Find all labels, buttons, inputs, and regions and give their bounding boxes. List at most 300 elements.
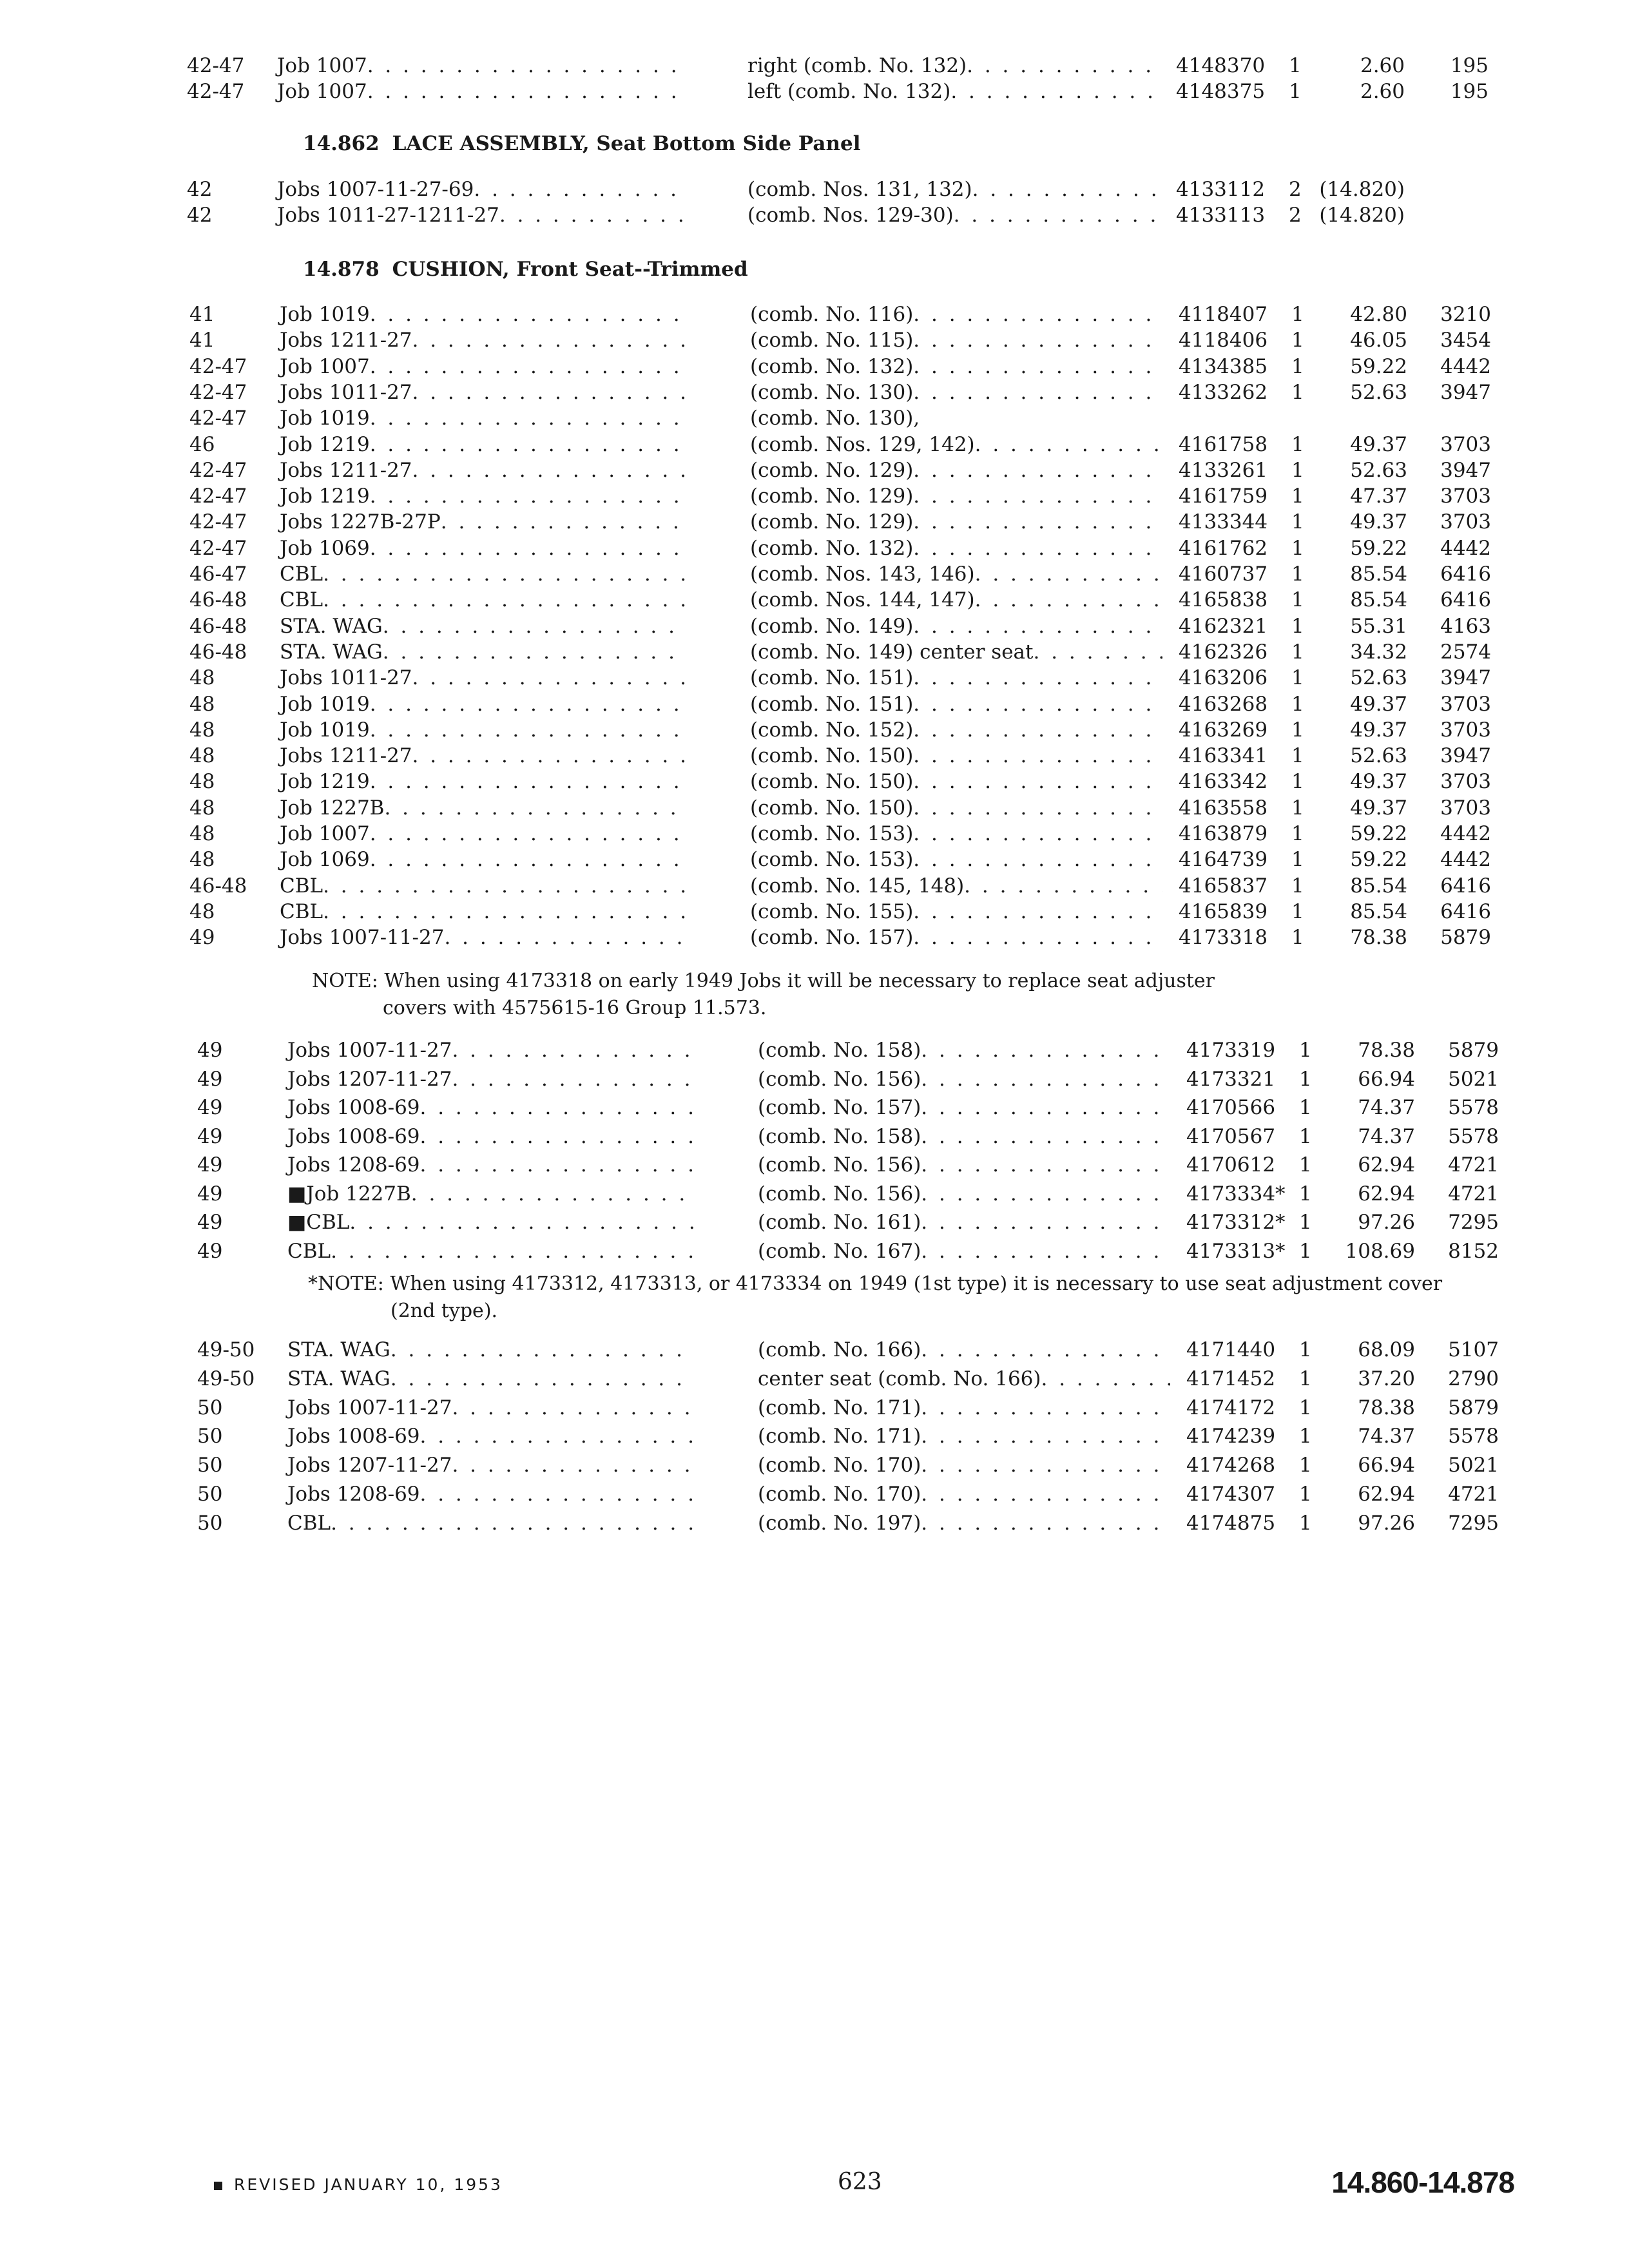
job-label: CBL: [287, 1239, 331, 1263]
table-row: [3, 743, 1549, 769]
year-cell: 49-50: [197, 1367, 255, 1390]
leader-dots: [913, 457, 1162, 483]
description-label: (comb. No. 151): [750, 666, 914, 690]
table-row: [3, 587, 1549, 613]
year-cell: 48: [189, 848, 215, 872]
job-cell: [287, 1124, 693, 1149]
description-label: (comb. No. 153): [750, 822, 914, 845]
price-cell: 66.94: [1358, 1454, 1415, 1477]
price-cell: 52.63: [1350, 666, 1407, 690]
leader-dots: [452, 1452, 693, 1478]
price-code-cell: 6416: [1440, 899, 1491, 923]
description-label: (comb. No. 170): [758, 1454, 921, 1477]
job-cell: [280, 483, 686, 509]
price-cell: 85.54: [1350, 588, 1407, 612]
quantity-cell: 1: [1299, 1511, 1312, 1535]
quantity-cell: 1: [1299, 1425, 1312, 1448]
job-cell: [287, 1152, 693, 1178]
price-code-cell: 2790: [1448, 1367, 1499, 1390]
job-label: Jobs 1011-27: [280, 666, 412, 690]
job-cell: [280, 380, 686, 405]
year-cell: 48: [189, 666, 215, 690]
year-cell: 49: [197, 1239, 223, 1263]
part-number-cell: 4173312*: [1186, 1211, 1286, 1234]
job-cell: [280, 873, 686, 899]
leader-dots: [972, 177, 1160, 202]
part-number-cell: 4134385: [1179, 354, 1268, 378]
description-label: (comb. No. 155): [750, 899, 914, 923]
description-cell: [750, 483, 1162, 509]
leader-dots: [412, 665, 686, 691]
price-cell: 46.05: [1350, 329, 1407, 352]
year-cell: 46: [189, 432, 215, 456]
price-cell: 59.22: [1350, 354, 1407, 378]
price-code-cell: 5879: [1448, 1039, 1499, 1062]
leader-dots: [349, 1209, 693, 1235]
table-row: [3, 380, 1549, 405]
price-cell: 66.94: [1358, 1067, 1415, 1091]
year-cell: 49: [189, 926, 215, 950]
job-cell: [280, 587, 686, 613]
table-row: [10, 1452, 1557, 1478]
job-label: Job 1007: [280, 822, 370, 845]
price-cell: 49.37: [1350, 796, 1407, 820]
leader-dots: [370, 405, 686, 431]
description-cell: [758, 1395, 1170, 1421]
description-label: (comb. No. 171): [758, 1425, 921, 1448]
job-cell: [277, 79, 683, 104]
leader-dots: [913, 795, 1162, 821]
table-row: [10, 1238, 1557, 1264]
part-number-cell: 4174875: [1186, 1511, 1276, 1535]
price-cell: 52.63: [1350, 744, 1407, 768]
description-label: (comb. No. 157): [750, 926, 914, 950]
year-cell: 46-48: [189, 588, 247, 612]
quantity-cell: 1: [1291, 536, 1304, 560]
leader-dots: [921, 1209, 1170, 1235]
table-row: [3, 613, 1549, 639]
leader-dots: [383, 639, 686, 665]
job-label: Jobs 1211-27: [280, 744, 412, 768]
price-cell: 78.38: [1358, 1039, 1415, 1062]
description-label: (comb. No. 129): [750, 458, 914, 482]
leader-dots: [370, 432, 686, 457]
job-label: Jobs 1011-27-1211-27: [277, 204, 499, 227]
job-label: Jobs 1227B-27P: [280, 510, 441, 534]
year-cell: 41: [189, 329, 215, 352]
year-cell: 42-47: [187, 80, 245, 103]
job-label: Job 1219: [280, 485, 370, 508]
job-cell: [280, 432, 686, 457]
price-cell: 47.37: [1350, 485, 1407, 508]
note-line: (2nd type).: [390, 1300, 498, 1322]
section-code: 14.862: [303, 132, 380, 155]
description-cell: [758, 1152, 1170, 1178]
table-row: [10, 1152, 1557, 1178]
job-cell: [287, 1037, 693, 1063]
job-label: Jobs 1208-69: [287, 1483, 420, 1506]
description-cell: [750, 380, 1162, 405]
note-seat-adjuster: [312, 968, 1215, 1022]
table-row: [3, 561, 1549, 587]
description-label: (comb. No. 167): [758, 1239, 921, 1263]
quantity-cell: 1: [1291, 874, 1304, 898]
price-code-cell: 4442: [1440, 536, 1491, 560]
job-cell: [277, 177, 683, 202]
price-code-cell: 4442: [1440, 848, 1491, 872]
revision-note: [214, 2175, 503, 2194]
leader-dots: [331, 1510, 693, 1536]
price-code-cell: 6416: [1440, 874, 1491, 898]
description-cell: [758, 1209, 1170, 1235]
description-cell: [747, 53, 1160, 79]
description-label: (comb. No. 150): [750, 770, 914, 794]
leader-dots: [370, 769, 686, 794]
description-label: (comb. No. 161): [758, 1211, 921, 1234]
year-cell: 41: [189, 303, 215, 326]
description-label: (comb. Nos. 129-30): [747, 204, 954, 227]
year-cell: 49: [197, 1096, 223, 1119]
part-number-cell: 4173313*: [1186, 1239, 1286, 1263]
job-cell: [280, 743, 686, 769]
section-title: LACE ASSEMBLY, Seat Bottom Side Panel: [392, 132, 861, 155]
job-label: Job 1219: [280, 770, 370, 794]
leader-dots: [370, 847, 686, 872]
price-code-cell: 6416: [1440, 588, 1491, 612]
description-cell: [750, 899, 1162, 925]
leader-dots: [913, 691, 1162, 717]
price-cell: 62.94: [1358, 1483, 1415, 1506]
table-row: [3, 795, 1549, 821]
description-label: (comb. No. 156): [758, 1182, 921, 1206]
job-cell: [287, 1510, 693, 1536]
price-code-cell: 3703: [1440, 432, 1491, 456]
quantity-cell: 1: [1291, 926, 1304, 950]
description-label: (comb. No. 151): [750, 692, 914, 716]
quantity-cell: 1: [1291, 458, 1304, 482]
price-cell: 49.37: [1350, 770, 1407, 794]
description-cell: [758, 1066, 1170, 1092]
leader-dots: [913, 743, 1162, 769]
job-cell: [287, 1181, 693, 1207]
part-number-cell: 4171452: [1186, 1367, 1276, 1390]
job-label: Jobs 1211-27: [280, 458, 412, 482]
part-number-cell: 4118406: [1179, 329, 1268, 352]
year-cell: 46-48: [189, 614, 247, 638]
price-code-cell: 8152: [1448, 1239, 1499, 1263]
leader-dots: [323, 561, 686, 587]
price-cell: 2.60: [1360, 54, 1405, 77]
description-label: (comb. Nos. 143, 146): [750, 562, 975, 586]
part-number-cell: 4174268: [1186, 1454, 1276, 1477]
leader-dots: [921, 1423, 1170, 1449]
part-number-cell: 4161759: [1179, 485, 1268, 508]
part-number-cell: 4162326: [1179, 640, 1268, 664]
table-row: [3, 509, 1549, 535]
leader-dots: [383, 613, 686, 639]
price-cell: 49.37: [1350, 718, 1407, 742]
quantity-cell: 1: [1299, 1396, 1312, 1419]
part-number-cell: 4133112: [1176, 178, 1266, 201]
year-cell: 50: [197, 1454, 223, 1477]
year-cell: 49: [197, 1153, 223, 1177]
job-label: CBL: [280, 899, 323, 923]
quantity-cell: 1: [1299, 1096, 1312, 1119]
job-label: Job 1069: [280, 848, 370, 872]
leader-dots: [921, 1337, 1170, 1363]
quantity-cell: 1: [1291, 640, 1304, 664]
leader-dots: [420, 1481, 693, 1507]
job-cell: [280, 302, 686, 327]
leader-dots: [975, 561, 1162, 587]
job-label: Jobs 1211-27: [280, 329, 412, 352]
leader-dots: [412, 380, 686, 405]
description-cell: [758, 1481, 1170, 1507]
job-cell: [280, 561, 686, 587]
description-label: (comb. No. 149) center seat: [750, 640, 1034, 664]
price-code-cell: 3947: [1440, 458, 1491, 482]
description-label: (comb. No. 158): [758, 1039, 921, 1062]
description-label: (comb. No. 130): [750, 380, 914, 404]
table-row: [3, 302, 1549, 327]
price-cell: 52.63: [1350, 458, 1407, 482]
table-row: [10, 1366, 1557, 1392]
leader-dots: [921, 1066, 1170, 1092]
description-cell: [750, 587, 1162, 613]
description-cell: [750, 925, 1162, 950]
year-cell: 48: [189, 796, 215, 820]
table-row: [3, 354, 1549, 380]
description-label: (comb. No. 156): [758, 1067, 921, 1091]
revised-date: REVISED JANUARY 10, 1953: [234, 2175, 503, 2194]
leader-dots: [921, 1510, 1170, 1536]
table-row: [3, 847, 1549, 872]
job-cell: [280, 665, 686, 691]
quantity-cell: 1: [1289, 54, 1302, 77]
job-cell: [280, 925, 686, 950]
table-row: [3, 457, 1549, 483]
price-code-cell: 7295: [1448, 1511, 1499, 1535]
description-label: center seat (comb. No. 166): [758, 1367, 1041, 1390]
leader-dots: [1041, 1366, 1170, 1392]
price-cell: 59.22: [1350, 848, 1407, 872]
quantity-cell: 1: [1291, 796, 1304, 820]
quantity-cell: 1: [1291, 899, 1304, 923]
page-number: 623: [838, 2169, 882, 2195]
description-label: right (comb. No. 132): [747, 54, 967, 77]
quantity-cell: 1: [1299, 1483, 1312, 1506]
year-cell: 48: [189, 718, 215, 742]
price-code-cell: 2574: [1440, 640, 1491, 664]
description-label: (comb. No. 129): [750, 510, 914, 534]
price-code-cell: 5879: [1440, 926, 1491, 950]
leader-dots: [384, 795, 686, 821]
job-label: Jobs 1008-69: [287, 1124, 420, 1148]
year-cell: 42-47: [189, 380, 247, 404]
job-label: Job 1069: [280, 536, 370, 560]
year-cell: 50: [197, 1425, 223, 1448]
note-line: covers with 4575615-16 Group 11.573.: [383, 997, 767, 1019]
quantity-cell: 1: [1291, 718, 1304, 742]
job-label: ■CBL: [287, 1211, 350, 1234]
price-cell: 78.38: [1350, 926, 1407, 950]
job-cell: [280, 613, 686, 639]
job-label: CBL: [280, 562, 323, 586]
price-cell: 49.37: [1350, 692, 1407, 716]
leader-dots: [913, 613, 1162, 639]
description-cell: [758, 1452, 1170, 1478]
description-cell: [750, 509, 1162, 535]
price-code-cell: 195: [1450, 80, 1489, 103]
price-code-cell: 3703: [1440, 770, 1491, 794]
quantity-cell: 1: [1299, 1182, 1312, 1206]
year-cell: 49: [197, 1067, 223, 1091]
part-number-cell: 4161762: [1179, 536, 1268, 560]
table-row: [10, 1095, 1557, 1120]
quantity-cell: 1: [1299, 1211, 1312, 1234]
revision-marker-icon: [214, 2182, 222, 2190]
description-label: (comb. No. 197): [758, 1511, 921, 1535]
description-cell: [750, 639, 1162, 665]
table-row: [10, 1209, 1557, 1235]
job-label: STA. WAG: [287, 1338, 390, 1361]
table-row: [3, 769, 1549, 794]
job-label: STA. WAG: [280, 614, 383, 638]
quantity-cell: 1: [1299, 1454, 1312, 1477]
job-label: Jobs 1011-27: [280, 380, 412, 404]
job-label: CBL: [280, 588, 323, 612]
table-row: [3, 717, 1549, 743]
job-label: CBL: [287, 1511, 331, 1535]
table-row: [3, 432, 1549, 457]
table-row: [10, 1481, 1557, 1507]
price-code-cell: 3947: [1440, 666, 1491, 690]
leader-dots: [323, 873, 686, 899]
price-code-cell: 195: [1450, 54, 1489, 77]
section-title: CUSHION, Front Seat--Trimmed: [392, 258, 748, 281]
note-line: *NOTE: When using 4173312, 4173313, or 4173334 on 1949 (1st type) it is necessary to use seat adjustment cover: [308, 1273, 1443, 1295]
description-cell: [747, 177, 1160, 202]
year-cell: 49-50: [197, 1338, 255, 1361]
leader-dots: [474, 177, 683, 202]
table-row: [3, 665, 1549, 691]
year-cell: 42-47: [189, 354, 247, 378]
description-cell: [758, 1366, 1170, 1392]
description-cell: [750, 535, 1162, 561]
leader-dots: [967, 53, 1160, 79]
year-cell: 49: [197, 1182, 223, 1206]
leader-dots: [913, 483, 1162, 509]
table-row: [0, 177, 1547, 202]
leader-dots: [323, 899, 686, 925]
section-heading-lace-assembly: [303, 132, 860, 155]
price-cell: 49.37: [1350, 510, 1407, 534]
description-cell: [750, 432, 1162, 457]
leader-dots: [913, 509, 1162, 535]
part-number-cell: 4133261: [1179, 458, 1268, 482]
price-cell: 2.60: [1360, 80, 1405, 103]
table-row: [3, 483, 1549, 509]
job-label: Jobs 1208-69: [287, 1153, 420, 1177]
section-heading-cushion: [303, 258, 748, 281]
quantity-cell: 1: [1299, 1039, 1312, 1062]
quantity-cell: 1: [1291, 354, 1304, 378]
price-code-cell: 3947: [1440, 744, 1491, 768]
year-cell: 49: [197, 1124, 223, 1148]
leader-dots: [370, 302, 686, 327]
part-number-cell: 4165839: [1179, 899, 1268, 923]
quantity-cell: 1: [1291, 485, 1304, 508]
part-number-cell: 4133113: [1176, 204, 1266, 227]
part-number-cell: 4118407: [1179, 303, 1268, 326]
leader-dots: [412, 327, 686, 353]
part-number-cell: 4160737: [1179, 562, 1268, 586]
job-cell: [280, 821, 686, 847]
leader-dots: [964, 873, 1162, 899]
table-row: [3, 327, 1549, 353]
leader-dots: [444, 925, 686, 950]
table-row: [10, 1124, 1557, 1149]
leader-dots: [913, 354, 1162, 380]
description-label: (comb. No. 115): [750, 329, 914, 352]
description-label: (comb. No. 145, 148): [750, 874, 965, 898]
job-cell: [280, 847, 686, 872]
part-number-cell: 4133344: [1179, 510, 1268, 534]
table-row: [10, 1066, 1557, 1092]
table-row: [10, 1181, 1557, 1207]
price-cell: 74.37: [1358, 1124, 1415, 1148]
leader-dots: [420, 1095, 693, 1120]
description-cell: [758, 1037, 1170, 1063]
quantity-cell: 1: [1291, 432, 1304, 456]
leader-dots: [921, 1181, 1170, 1207]
leader-dots: [370, 691, 686, 717]
description-cell: [750, 327, 1162, 353]
price-code-cell: 4163: [1440, 614, 1491, 638]
job-cell: [287, 1481, 693, 1507]
leader-dots: [452, 1395, 693, 1421]
part-number-cell: 4170612: [1186, 1153, 1276, 1177]
quantity-cell: 1: [1291, 848, 1304, 872]
year-cell: 46-48: [189, 874, 247, 898]
description-label: left (comb. No. 132): [747, 80, 951, 103]
leader-dots: [913, 380, 1162, 405]
description-cell: [750, 457, 1162, 483]
table-row: [0, 79, 1547, 104]
quantity-cell: 1: [1291, 380, 1304, 404]
description-label: (comb. No. 157): [758, 1096, 921, 1119]
price-code-cell: 4442: [1440, 822, 1491, 845]
leader-dots: [367, 79, 683, 104]
leader-dots: [913, 665, 1162, 691]
leader-dots: [499, 202, 683, 228]
leader-dots: [913, 847, 1162, 872]
leader-dots: [921, 1395, 1170, 1421]
leader-dots: [323, 587, 686, 613]
job-cell: [287, 1095, 693, 1120]
part-number-cell: 4165837: [1179, 874, 1268, 898]
description-cell: [750, 665, 1162, 691]
year-cell: 48: [189, 822, 215, 845]
job-label: STA. WAG: [280, 640, 383, 664]
description-label: (comb. No. 149): [750, 614, 914, 638]
description-cell: [750, 821, 1162, 847]
part-number-cell: 4163206: [1179, 666, 1268, 690]
description-label: (comb. Nos. 144, 147): [750, 588, 975, 612]
year-cell: 48: [189, 744, 215, 768]
description-cell: [750, 743, 1162, 769]
description-label: (comb. No. 130),: [750, 407, 920, 430]
